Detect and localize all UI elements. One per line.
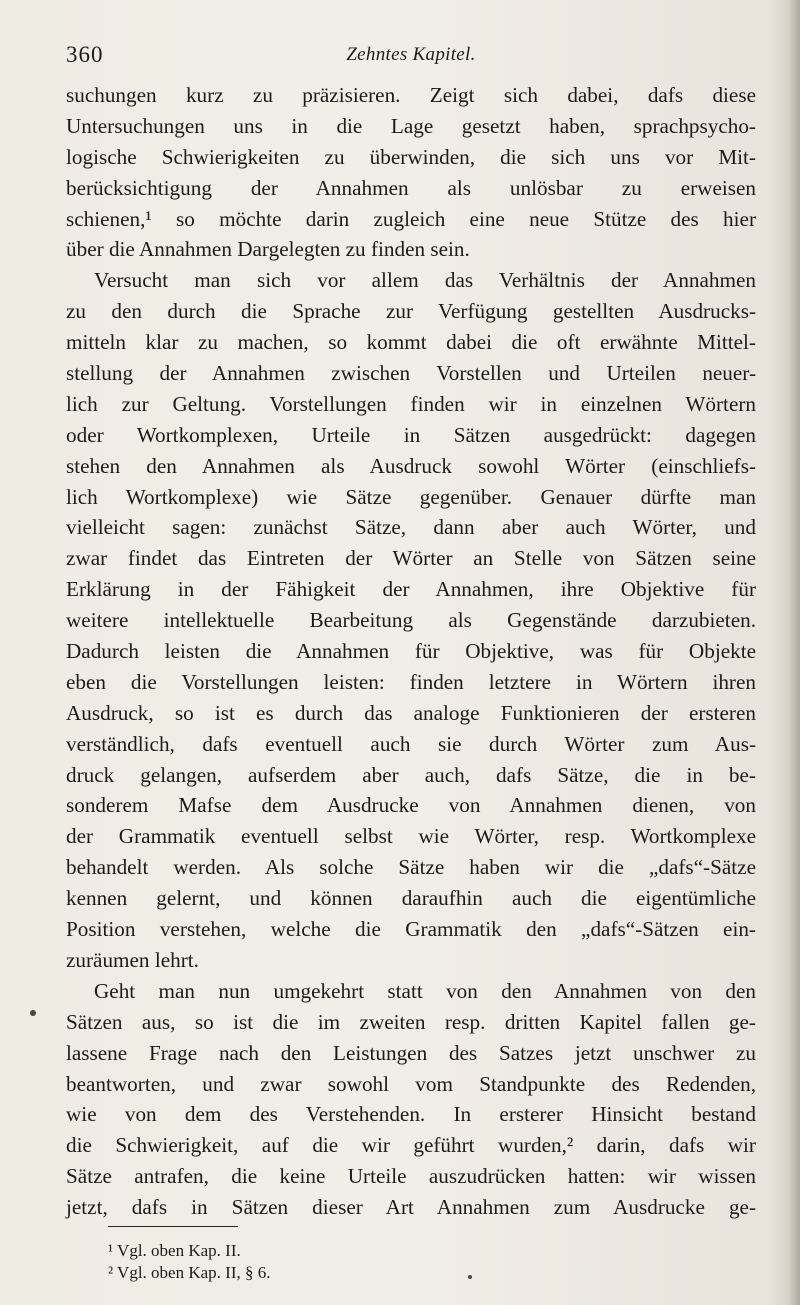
running-head: Zehntes Kapitel.	[346, 44, 476, 65]
footnote-1: ¹ Vgl. oben Kap. II.	[108, 1241, 241, 1260]
text-line: berücksichtigung der Annahmen als unlösbar zu erweisen	[66, 175, 756, 200]
body-text	[66, 80, 756, 1223]
text-line: die Schwierigkeit, auf die wir geführt wurden,² darin, dafs wir	[66, 1133, 756, 1158]
page-number: 360	[66, 42, 104, 67]
text-line: weitere intellektuelle Bearbeitung als Gegenstände darzubieten.	[66, 608, 756, 633]
footnotes	[108, 1240, 508, 1284]
text-line: kennen gelernt, und können daraufhin auch die eigentümliche	[66, 886, 756, 911]
text-line: beantworten, und zwar sowohl vom Standpunkte des Redenden,	[66, 1071, 756, 1096]
text-line: lassene Frage nach den Leistungen des Satzes jetzt unschwer zu	[66, 1040, 756, 1065]
page-edge-shadow	[788, 0, 800, 1305]
footnote-2: ² Vgl. oben Kap. II, § 6.	[108, 1263, 271, 1282]
text-line: Untersuchungen uns in die Lage gesetzt haben, sprachpsycho-	[66, 113, 756, 138]
text-line: wie von dem des Verstehenden. In ersterer Hinsicht bestand	[66, 1102, 756, 1127]
text-line: Versucht man sich vor allem das Verhältnis der Annahmen	[94, 268, 756, 293]
text-line: mitteln klar zu machen, so kommt dabei die oft erwähnte Mittel-	[66, 330, 756, 355]
page-header	[66, 42, 756, 72]
text-line: druck gelangen, aufserdem aber auch, dafs Sätze, die in be-	[66, 762, 756, 787]
ink-speck	[30, 1010, 36, 1016]
text-line: jetzt, dafs in Sätzen dieser Art Annahmen zum Ausdrucke ge-	[66, 1195, 756, 1220]
text-line: Erklärung in der Fähigkeit der Annahmen, ihre Objektive für	[66, 577, 756, 602]
text-line: sonderem Mafse dem Ausdrucke von Annahmen dienen, von	[66, 793, 756, 818]
text-line: logische Schwierigkeiten zu überwinden, die sich uns vor Mit-	[66, 144, 756, 169]
text-line: suchungen kurz zu präzisieren. Zeigt sich dabei, dafs diese	[66, 83, 756, 107]
text-line: Sätze antrafen, die keine Urteile auszudrücken hatten: wir wissen	[66, 1164, 756, 1189]
text-line: verständlich, dafs eventuell auch sie durch Wörter zum Aus-	[66, 731, 756, 756]
text-line: schienen,¹ so möchte darin zugleich eine neue Stütze des hier	[66, 206, 756, 231]
text-line: oder Wortkomplexen, Urteile in Sätzen ausgedrückt: dagegen	[66, 422, 756, 447]
text-line: der Grammatik eventuell selbst wie Wörter, resp. Wortkomplexe	[66, 824, 756, 849]
text-line: Position verstehen, welche die Grammatik den „dafs“-Sätzen ein-	[66, 917, 756, 942]
text-line: Dadurch leisten die Annahmen für Objektive, was für Objekte	[66, 639, 756, 664]
text-line: lich Wortkomplexe) wie Sätze gegenüber. Genauer dürfte man	[66, 484, 756, 509]
text-line: behandelt werden. Als solche Sätze haben wir die „dafs“-Sätze	[66, 855, 756, 880]
text-line: eben die Vorstellungen leisten: finden letztere in Wörtern ihren	[66, 669, 756, 694]
text-line: Sätzen aus, so ist die im zweiten resp. dritten Kapitel fallen ge-	[66, 1009, 756, 1034]
text-line: lich zur Geltung. Vorstellungen finden wir in einzelnen Wörtern	[66, 391, 756, 416]
text-line: zwar findet das Eintreten der Wörter an Stelle von Sätzen seine	[66, 546, 756, 571]
text-line: zuräumen lehrt.	[66, 947, 199, 972]
text-line: zu den durch die Sprache zur Verfügung gestellten Ausdrucks-	[66, 299, 756, 324]
ink-speck	[468, 1275, 472, 1279]
text-line: über die Annahmen Dargelegten zu finden sein.	[66, 237, 470, 262]
text-line: stellung der Annahmen zwischen Vorstellen und Urteilen neuer-	[66, 361, 756, 386]
text-line: stehen den Annahmen als Ausdruck sowohl Wörter (einschliefs-	[66, 453, 756, 478]
text-line: Ausdruck, so ist es durch das analoge Funktionieren der ersteren	[66, 700, 756, 725]
text-line: vielleicht sagen: zunächst Sätze, dann aber auch Wörter, und	[66, 515, 756, 540]
text-line: Geht man nun umgekehrt statt von den Annahmen von den	[94, 978, 756, 1003]
footnote-rule	[108, 1226, 238, 1227]
